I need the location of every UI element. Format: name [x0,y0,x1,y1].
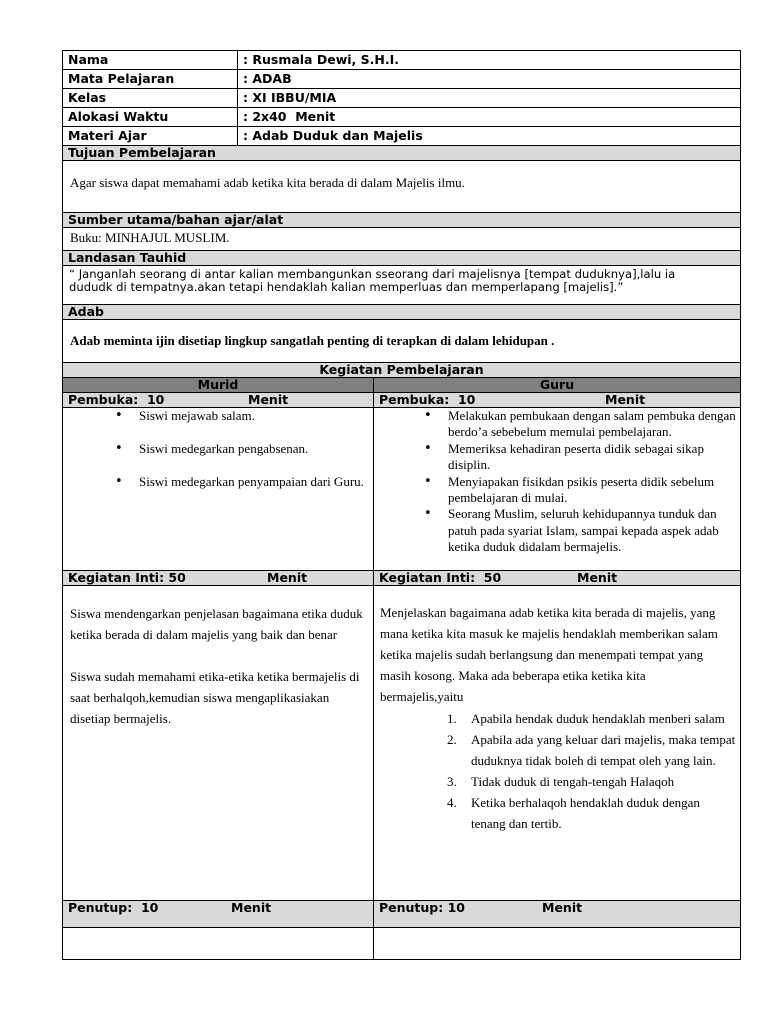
sumber-body [62,227,741,251]
landasan-body [62,265,741,305]
identity-label: Nama [68,52,109,67]
identity-row [62,88,741,108]
list-item: • Seorang Muslim, seluruh kehidupannya tunduk dan patuh pada syariat Islam, sampai kepada aspek adab ketika duduk didalam bermajelis. [424,506,736,555]
identity-value: : XI IBBU/MIA [243,90,337,105]
landasan-heading-row [62,250,741,266]
inti-guru-paragraph: Menjelaskan bagaimana adab ketika kita berada di majelis, yang mana ketika kita masuk ke majelis hendaklah memberikan salam ketika majelis sudah berlangsung dan menempati tempat yang masih kosong. Maka ada beberapa etika ketika kita bermajelis,yaitu [380,605,718,704]
list-item: • Siswi medegarkan penyampaian dari Guru. [115,474,367,491]
identity-label: Materi Ajar [68,128,147,143]
column-header-murid [62,377,374,393]
pembuka-guru-body [373,407,741,571]
kegiatan-heading: Kegiatan Pembelajaran [319,362,484,377]
tujuan-text: Agar siswa dapat memahami adab ketika kita berada di dalam Majelis ilmu. [70,175,465,190]
identity-value: : 2x40 Menit [243,109,336,124]
sumber-heading-row [62,212,741,228]
inti-murid-label: Kegiatan Inti: 50 [68,570,186,585]
landasan-line-2: dududk di tempatnya.akan tetapi hendaklah kalian memperluas dan memperlapang [majelis].” [69,280,624,294]
penutup-murid-body [62,927,374,960]
list-item: • Menyiapakan fisikdan psikis peserta didik sebelum pembelajaran di mulai. [424,474,736,507]
inti-murid-row [62,570,374,586]
inti-guru-label: Kegiatan Inti: 50 [379,570,502,585]
pembuka-murid-unit: Menit [248,392,289,407]
identity-row [62,50,741,70]
adab-body [62,319,741,363]
pembuka-guru-row [373,392,741,408]
column-header-guru [373,377,741,393]
penutup-guru-body [373,927,741,960]
identity-label: Kelas [68,90,107,105]
identity-value: : Adab Duduk dan Majelis [243,128,423,143]
penutup-guru-row [373,900,741,928]
adab-text: Adab meminta ijin disetiap lingkup sangatlah penting di terapkan di dalam lehidupan . [70,333,555,348]
identity-label: Mata Pelajaran [68,71,175,86]
penutup-murid-unit: Menit [231,900,272,915]
penutup-murid-row [62,900,374,928]
inti-murid-paragraph: Siswa sudah memahami etika-etika ketika bermajelis di saat berhalqoh,kemudian siswa mengaplikasiakan disetiap bermajelis. [70,669,360,726]
pembuka-murid-body [62,407,374,571]
identity-value: : Rusmala Dewi, S.H.I. [243,52,399,67]
list-item: • Siswi mejawab salam. [115,408,367,425]
pembuka-guru-unit: Menit [605,392,646,407]
penutup-guru-label: Penutup: 10 [379,900,466,915]
inti-murid-body [62,585,374,901]
identity-value: : ADAB [243,71,292,86]
identity-label: Alokasi Waktu [68,109,169,124]
list-item: 4. Ketika berhalaqoh hendaklah duduk dengan tenang dan tertib. [447,795,700,831]
landasan-line-1: “ Janganlah seorang di antar kalian membangunkan sseorang dari majelisnya [tempat duduknya],lalu ia [69,267,676,281]
list-item: • Memeriksa kehadiran peserta didik sebagai sikap disiplin. [424,441,736,474]
inti-guru-row [373,570,741,586]
pembuka-murid-row [62,392,374,408]
penutup-murid-label: Penutup: 10 [68,900,159,915]
pembuka-murid-label: Pembuka: 10 [68,392,165,407]
adab-heading: Adab [68,304,105,319]
list-item: 2. Apabila ada yang keluar dari majelis, maka tempat duduknya tidak boleh di tempat oleh yang lain. [447,732,736,768]
tujuan-heading: Tujuan Pembelajaran [68,145,216,160]
tujuan-heading-row [62,145,741,161]
kegiatan-heading-row [62,362,741,378]
pembuka-guru-label: Pembuka: 10 [379,392,476,407]
landasan-heading: Landasan Tauhid [68,250,187,265]
adab-heading-row [62,304,741,320]
tujuan-body [62,160,741,213]
guru-header: Guru [539,377,575,392]
sumber-heading: Sumber utama/bahan ajar/alat [68,212,284,227]
list-item: 3. Tidak duduk di tengah-tengah Halaqoh [447,774,675,789]
inti-guru-unit: Menit [577,570,618,585]
inti-guru-body [373,585,741,901]
murid-header: Murid [197,377,239,392]
penutup-guru-unit: Menit [542,900,583,915]
inti-murid-paragraph: Siswa mendengarkan penjelasan bagaimana etika duduk ketika berada di dalam majelis yang baik dan benar [70,606,363,642]
list-item: 1. Apabila hendak duduk hendaklah menberi salam [447,711,725,726]
sumber-text: Buku: MINHAJUL MUSLIM. [70,230,230,245]
inti-murid-unit: Menit [267,570,308,585]
list-item: • Melakukan pembukaan dengan salam pembuka dengan berdo’a sebebelum memulai pembelajaran. [424,408,736,441]
list-item: • Siswi medegarkan pengabsenan. [115,441,367,458]
